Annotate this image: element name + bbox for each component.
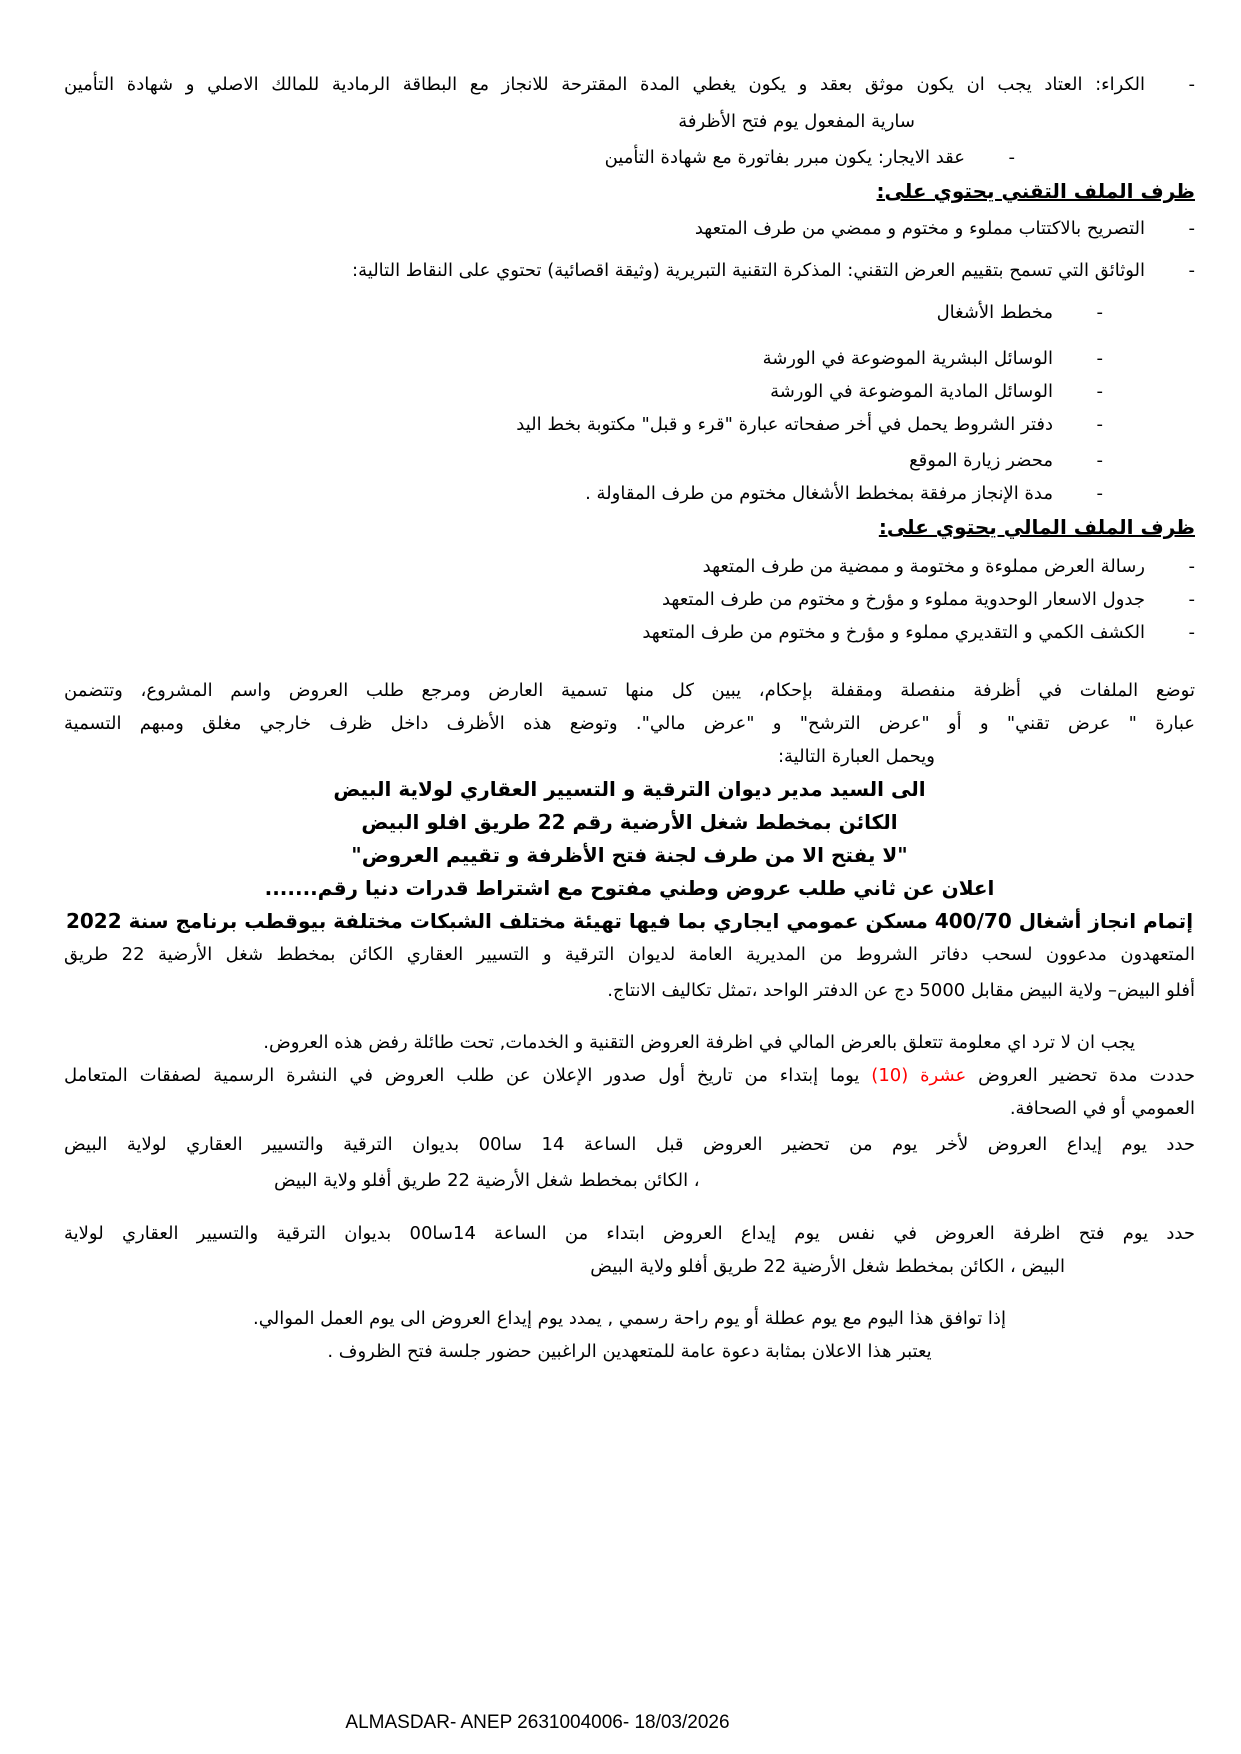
bullet-dash: - [1188,260,1195,281]
technical-file-heading: ظرف الملف التقني يحتوي على: [876,179,1195,203]
holiday-note: إذا توافق هذا اليوم مع يوم عطلة أو يوم راحة رسمي , يمدد يوم إيداع العروض الى يوم العمل الموالي. [253,1308,1006,1329]
rental-lease-item [64,141,1195,174]
bullet-dash: - [1008,147,1015,168]
financial-secrecy-note: يجب ان لا ترد اي معلومة تتعلق بالعرض المالي في اظرفة العروض التقنية و الخدمات, تحت طائلة رفض هذه العروض. [263,1032,1135,1053]
bullet-dash: - [1096,348,1103,369]
bullet-dash: - [1096,414,1103,435]
envelope-label-recipient: الى السيد مدير ديوان الترقية و التسيير العقاري لولاية البيض [333,777,926,801]
deposit-day-line: ، الكائن بمخطط شغل الأرضية 22 طريق أفلو ولاية البيض [274,1170,700,1191]
memo-point-text: الوسائل المادية الموضوعة في الورشة [770,381,1053,402]
opening-day-line: البيض ، الكائن بمخطط شغل الأرضية 22 طريق أفلو ولاية البيض [590,1256,1065,1277]
memo-point-item [64,342,1195,375]
envelope-label-tender-title: اعلان عن ثاني طلب عروض وطني مفتوح مع اشتراط قدرات دنيا رقم....... [264,876,995,900]
bullet-dash: - [1188,622,1195,643]
bullet-dash: - [1188,74,1195,95]
bullet-dash: - [1188,556,1195,577]
technical-file-item-text: التصريح بالاكتتاب مملوء و مختوم و ممضي من طرف المتعهد [694,218,1145,239]
preparation-period-line [64,1059,1195,1092]
rental-equipment-text: الكراء: العتاد يجب ان يكون موثق بعقد و يكون يغطي المدة المقترحة للانجاز مع البطاقة الرمادية للمالك الاصلي و شهادة التأمين [64,74,1145,95]
withdrawal-paragraph-line: المتعهدون مدعوون لسحب دفاتر الشروط من المديرية العامة لديوان الترقية و التسيير العقاري الكائن بمخطط شغل الأرضية 22 طريق [64,944,1195,965]
bullet-dash: - [1096,483,1103,504]
envelope-instructions-line: ويحمل العبارة التالية: [777,746,935,767]
preparation-period-line: العمومي أو في الصحافة. [1009,1098,1195,1119]
opening-day-line: حدد يوم فتح اظرفة العروض في نفس يوم إيداع العروض ابتداء من الساعة 14سا00 بديوان الترقية والتسيير العقاري لولاية [64,1223,1195,1244]
envelope-label-address: الكائن بمخطط شغل الأرضية رقم 22 طريق افلو البيض [361,810,898,834]
memo-point-text: دفتر الشروط يحمل في أخر صفحاته عبارة "قرء و قبل" مكتوبة بخط اليد [516,414,1053,435]
withdrawal-paragraph-line: أفلو البيض– ولاية البيض مقابل 5000 دج عن الدفتر الواحد ،تمثل تكاليف الانتاج. [607,980,1195,1001]
bullet-dash: - [1096,450,1103,471]
memo-point-text: مدة الإنجاز مرفقة بمخطط الأشغال مختوم من طرف المقاولة . [585,483,1053,504]
envelope-label-warning: "لا يفتح الا من طرف لجنة فتح الأظرفة و تقييم العروض" [351,843,908,867]
publication-reference-footer: ALMASDAR- ANEP 2631004006- 18/03/2026 [345,1712,730,1733]
financial-file-item [64,550,1195,583]
bullet-dash: - [1096,302,1103,323]
memo-point-text: مخطط الأشغال [936,302,1053,323]
rental-lease-text: عقد الايجار: يكون مبرر بفاتورة مع شهادة التأمين [604,147,965,168]
bullet-dash: - [1096,381,1103,402]
memo-point-item [64,444,1195,477]
preparation-period-prefix: حددت مدة تحضير العروض [966,1065,1195,1086]
financial-file-item-text: الكشف الكمي و التقديري مملوء و مؤرخ و مختوم من طرف المتعهد [642,622,1145,643]
financial-file-item [64,616,1195,649]
memo-point-item [64,296,1195,329]
financial-file-item [64,583,1195,616]
preparation-period-duration-highlight: عشرة (10) [871,1065,967,1086]
envelope-label-project-title: إتمام انجاز أشغال 400/70 مسكن عمومي ايجاري بما فيها تهيئة مختلف الشبكات مختلفة بيوقطب برنامج سنة 2022 [65,909,1194,933]
envelope-instructions-line: توضع الملفات في أظرفة منفصلة ومقفلة بإحكام، يبين كل منها تسمية العارض ومرجع طلب العروض واسم المشروع، وتتضمن [64,680,1195,701]
envelope-instructions-line: عبارة " عرض تقني" و أو "عرض الترشح" و "عرض مالي". وتوضع هذه الأظرف داخل ظرف خارجي مغلق ومبهم التسمية [64,713,1195,734]
financial-file-heading: ظرف الملف المالي يحتوي على: [878,515,1195,539]
financial-file-item-text: رسالة العرض مملوءة و مختومة و ممضية من طرف المتعهد [702,556,1145,577]
memo-point-item [64,375,1195,408]
memo-point-text: الوسائل البشرية الموضوعة في الورشة [762,348,1053,369]
technical-file-item [64,254,1195,287]
bullet-dash: - [1188,589,1195,610]
technical-file-item [64,212,1195,245]
deposit-day-line: حدد يوم إيداع العروض لأخر يوم من تحضير العروض قبل الساعة 14 سا00 بديوان الترقية والتسيير العقاري لولاية البيض [64,1134,1195,1155]
memo-point-text: محضر زيارة الموقع [909,450,1053,471]
rental-equipment-text-continuation: سارية المفعول يوم فتح الأظرفة [678,111,915,132]
preparation-period-suffix: يوما إبتداء من تاريخ أول صدور الإعلان عن طلب العروض في النشرة الرسمية لصفقات المتعامل [64,1065,872,1086]
rental-equipment-item [64,68,1195,101]
bullet-dash: - [1188,218,1195,239]
financial-file-item-text: جدول الاسعار الوحدوية مملوء و مؤرخ و مختوم من طرف المتعهد [661,589,1145,610]
memo-point-item [64,408,1195,441]
technical-file-item-text: الوثائق التي تسمح بتقييم العرض التقني: المذكرة التقنية التبريرية (وثيقة اقصائية) تحتوي على النقاط التالية: [352,260,1145,281]
memo-point-item [64,477,1195,510]
open-invitation-note: يعتبر هذا الاعلان بمثابة دعوة عامة للمتعهدين الراغبين حضور جلسة فتح الظروف . [327,1341,932,1362]
